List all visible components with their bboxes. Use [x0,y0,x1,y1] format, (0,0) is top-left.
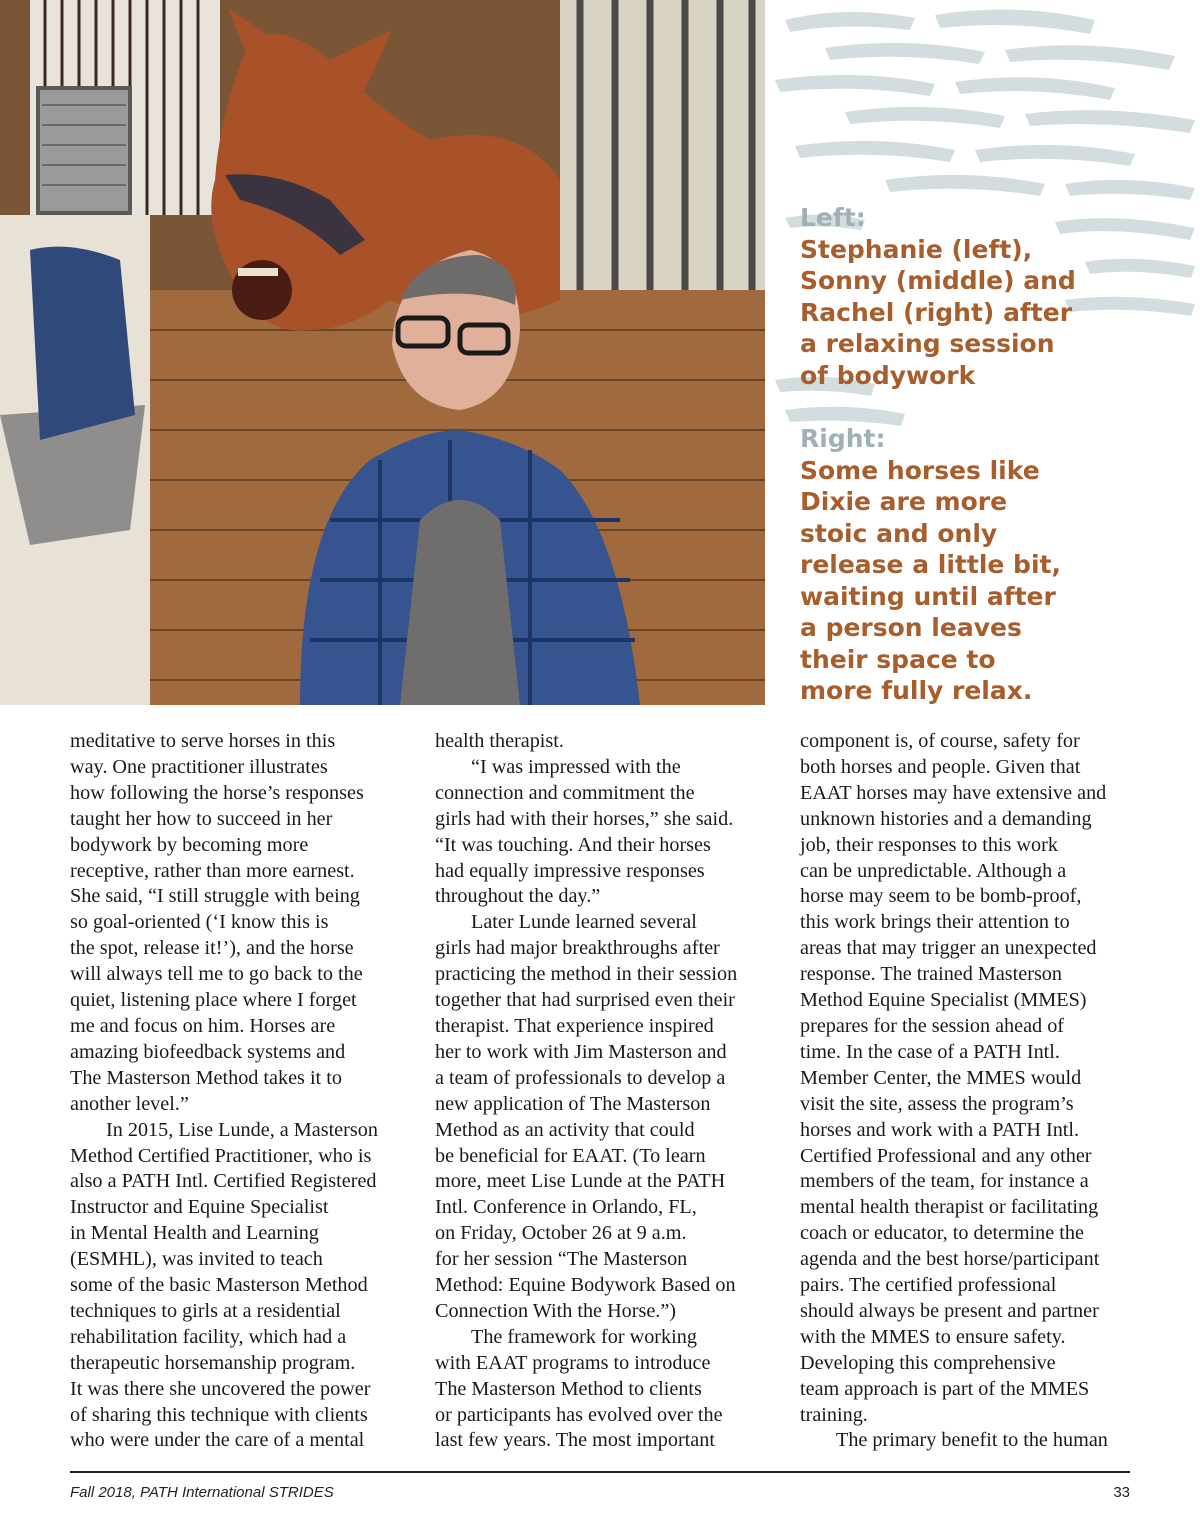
article-line: throughout the day.” [435,885,601,908]
article-line: new application of The Masterson [435,1092,711,1115]
footer-publication: Fall 2018, PATH International STRIDES [70,1484,334,1501]
article-column-3 [800,729,1140,1454]
article-line: more, meet Lise Lunde at the PATH [435,1170,726,1193]
article-line: both horses and people. Given that [800,755,1081,778]
article-paragraph [800,729,1140,1428]
right-caption-line: their space to [800,644,996,674]
article-line: training. [800,1403,868,1426]
article-line: therapeutic horsemanship program. [70,1351,356,1374]
right-caption-line: a person leaves [800,613,1022,642]
article-line: Instructor and Equine Specialist [70,1196,329,1219]
horse-and-woman-photo [0,0,765,705]
left-caption-line: Rachel (right) after [800,297,1073,327]
left-caption-line: Sonny (middle) and [800,266,1076,295]
article-line: Method Certified Practitioner, who is [70,1144,372,1167]
article-line: She said, “I still struggle with being [70,885,360,908]
article-line: way. One practitioner illustrates [70,755,328,778]
article-line: or participants has evolved over the [435,1403,723,1426]
article-line: therapist. That experience inspired [435,1014,714,1037]
right-caption-line: stoic and only [800,518,998,548]
article-line: in Mental Health and Learning [70,1222,319,1245]
article-line: job, their responses to this work [800,833,1058,856]
article-line: meditative to serve horses in this [70,730,336,752]
article-line: (ESMHL), was invited to teach [70,1248,323,1271]
article-paragraph [435,729,770,755]
left-caption-line: Stephanie (left), [800,234,1033,264]
article-line: her to work with Jim Masterson and [435,1040,727,1063]
article-line: also a PATH Intl. Certified Registered [70,1170,377,1193]
article-paragraph [800,1428,1140,1454]
page-number: 33 [1113,1484,1130,1501]
article-line: The framework for working [471,1325,697,1348]
article-line: techniques to girls at a residential [70,1299,341,1322]
article-line: In 2015, Lise Lunde, a Masterson [106,1118,378,1141]
footer-rule [70,1471,1130,1473]
left-caption-line: a relaxing session [800,329,1055,358]
right-caption-line: Dixie are more [800,487,1008,516]
article-line: The primary benefit to the human [836,1429,1108,1452]
article-line: Intl. Conference in Orlando, FL, [435,1196,697,1219]
article-line: “I was impressed with the [471,755,681,778]
article-line: Method as an activity that could [435,1118,695,1141]
article-paragraph [435,1325,770,1455]
article-line: the spot, release it!’), and the horse [70,937,354,960]
article-line: a team of professionals to develop a [435,1066,726,1089]
article-line: some of the basic Masterson Method [70,1274,368,1297]
photo-captions [800,202,1190,707]
article-line: with EAAT programs to introduce [435,1351,711,1374]
article-line: taught her how to succeed in her [70,807,333,830]
article-line: “It was touching. And their horses [435,833,711,856]
right-caption-heading: Right: [800,424,886,453]
left-caption-line: of bodywork [800,360,976,390]
article-line: receptive, rather than more earnest. [70,859,355,882]
photo-illustration [0,0,765,705]
article-line: bodywork by becoming more [70,833,309,856]
article-line: component is, of course, safety for [800,730,1080,752]
article-line: Method: Equine Bodywork Based on [435,1274,736,1297]
article-line: members of the team, for instance a [800,1170,1089,1193]
article-line: Later Lunde learned several [471,911,697,934]
article-line: will always tell me to go back to the [70,963,363,986]
article-line: time. In the case of a PATH Intl. [800,1040,1060,1063]
article-line: who were under the care of a mental [70,1429,365,1452]
article-line: had equally impressive responses [435,859,705,882]
article-line: quiet, listening place where I forget [70,989,357,1012]
article-line: on Friday, October 26 at 9 a.m. [435,1222,687,1245]
article-paragraph [70,1118,410,1455]
right-caption-line: Some horses like [800,455,1040,485]
article-line: visit the site, assess the program’s [800,1092,1074,1115]
article-line: be beneficial for EAAT. (To learn [435,1144,706,1167]
article-paragraph [435,910,770,1325]
article-line: It was there she uncovered the power [70,1377,371,1400]
article-line: horses and work with a PATH Intl. [800,1118,1080,1141]
article-line: for her session “The Masterson [435,1248,688,1271]
article-line: practicing the method in their session [435,963,738,986]
right-caption-line: release a little bit, [800,550,1061,579]
article-line: areas that may trigger an unexpected [800,937,1097,960]
article-paragraph [435,755,770,910]
article-line: Developing this comprehensive [800,1351,1056,1374]
article-line: last few years. The most important [435,1429,715,1452]
article-line: with the MMES to ensure safety. [800,1325,1066,1348]
article-line: coach or educator, to determine the [800,1222,1084,1245]
article-line: mental health therapist or facilitating [800,1196,1099,1219]
article-line: horse may seem to be bomb-proof, [800,885,1082,908]
article-line: Member Center, the MMES would [800,1066,1082,1089]
article-paragraph [70,729,410,1118]
article-line: should always be present and partner [800,1299,1099,1322]
article-line: team approach is part of the MMES [800,1377,1090,1400]
article-line: girls had with their horses,” she said. [435,807,734,830]
article-line: health therapist. [435,730,564,752]
article-line: Method Equine Specialist (MMES) [800,989,1087,1012]
article-line: me and focus on him. Horses are [70,1014,336,1037]
article-line: agenda and the best horse/participant [800,1248,1100,1271]
article-line: response. The trained Masterson [800,963,1062,986]
article-line: Certified Professional and any other [800,1144,1092,1167]
article-line: of sharing this technique with clients [70,1403,368,1426]
article-line: how following the horse’s responses [70,781,364,804]
right-caption-line: waiting until after [800,581,1056,611]
article-line: connection and commitment the [435,781,695,804]
article-line: together that had surprised even their [435,989,735,1012]
article-line: amazing biofeedback systems and [70,1040,346,1063]
article-line: so goal-oriented (‘I know this is [70,911,329,934]
article-line: this work brings their attention to [800,911,1070,934]
article-line: prepares for the session ahead of [800,1014,1065,1037]
article-line: Connection With the Horse.”) [435,1299,677,1322]
article-line: unknown histories and a demanding [800,807,1092,830]
right-caption-line: more fully relax. [800,676,1033,705]
article-line: EAAT horses may have extensive and [800,781,1107,804]
article-column-1 [70,729,410,1454]
article-line: The Masterson Method takes it to [70,1066,342,1089]
article-line: The Masterson Method to clients [435,1377,702,1400]
article-line: pairs. The certified professional [800,1274,1057,1297]
article-line: rehabilitation facility, which had a [70,1325,347,1348]
article-line: girls had major breakthroughs after [435,937,720,960]
left-caption-heading: Left: [800,203,866,232]
article-column-2 [435,729,770,1454]
article-line: another level.” [70,1092,189,1115]
article-line: can be unpredictable. Although a [800,859,1067,882]
